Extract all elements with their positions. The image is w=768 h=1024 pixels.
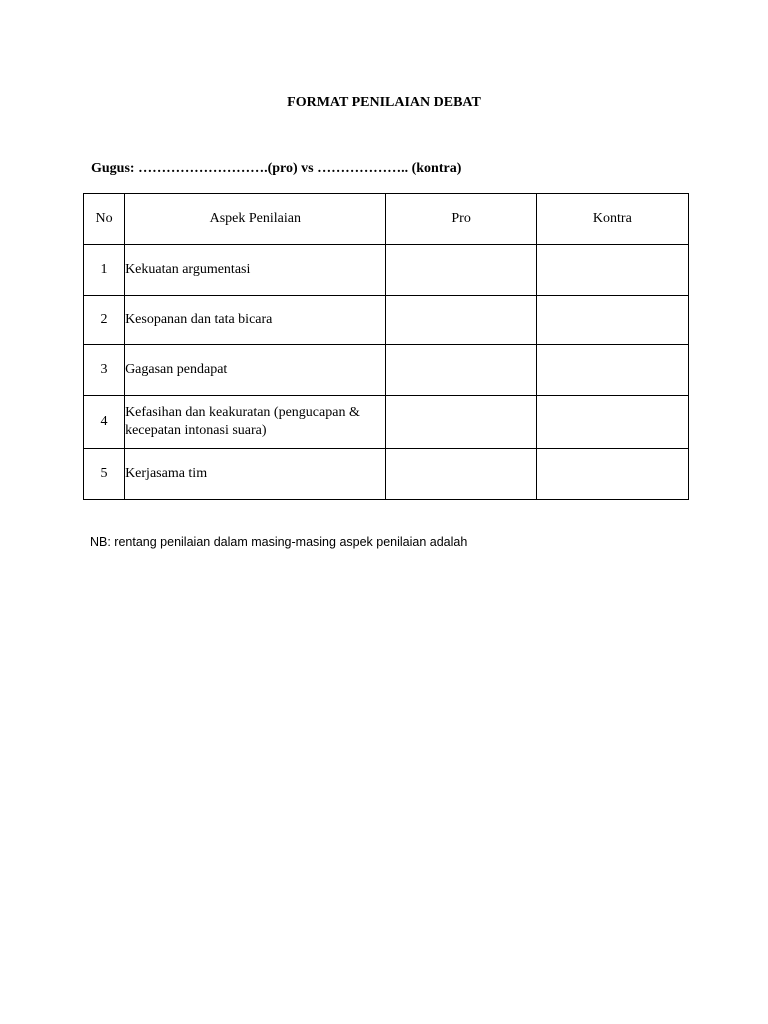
pro-score-cell[interactable] bbox=[386, 396, 536, 449]
row-aspect: Kerjasama tim bbox=[125, 449, 386, 500]
header-aspect: Aspek Penilaian bbox=[125, 194, 386, 245]
table-row bbox=[84, 296, 689, 345]
scoring-note: NB: rentang penilaian dalam masing-masing aspek penilaian adalah bbox=[90, 535, 468, 549]
pro-score-cell[interactable] bbox=[386, 245, 536, 296]
kontra-score-cell[interactable] bbox=[536, 345, 688, 396]
header-no: No bbox=[84, 194, 125, 245]
pro-score-cell[interactable] bbox=[386, 296, 536, 345]
table-row bbox=[84, 449, 689, 500]
header-pro: Pro bbox=[386, 194, 536, 245]
kontra-score-cell[interactable] bbox=[536, 245, 688, 296]
row-number: 2 bbox=[84, 296, 125, 345]
pro-score-cell[interactable] bbox=[386, 345, 536, 396]
row-number: 3 bbox=[84, 345, 125, 396]
pro-score-cell[interactable] bbox=[386, 449, 536, 500]
row-number: 4 bbox=[84, 396, 125, 449]
kontra-score-cell[interactable] bbox=[536, 396, 688, 449]
assessment-table bbox=[83, 193, 689, 500]
table-row bbox=[84, 396, 689, 449]
document-title: FORMAT PENILAIAN DEBAT bbox=[287, 95, 481, 110]
header-kontra: Kontra bbox=[536, 194, 688, 245]
row-aspect: Kekuatan argumentasi bbox=[125, 245, 386, 296]
row-aspect: Kefasihan dan keakuratan (pengucapan & kecepatan intonasi suara) bbox=[125, 396, 386, 449]
row-number: 5 bbox=[84, 449, 125, 500]
table-row bbox=[84, 345, 689, 396]
row-aspect: Gagasan pendapat bbox=[125, 345, 386, 396]
row-number: 1 bbox=[84, 245, 125, 296]
group-line: Gugus: ……………………….(pro) vs ……………….. (kontra) bbox=[91, 161, 462, 176]
table-row bbox=[84, 245, 689, 296]
kontra-score-cell[interactable] bbox=[536, 296, 688, 345]
table-header-row bbox=[84, 194, 689, 245]
row-aspect: Kesopanan dan tata bicara bbox=[125, 296, 386, 345]
kontra-score-cell[interactable] bbox=[536, 449, 688, 500]
